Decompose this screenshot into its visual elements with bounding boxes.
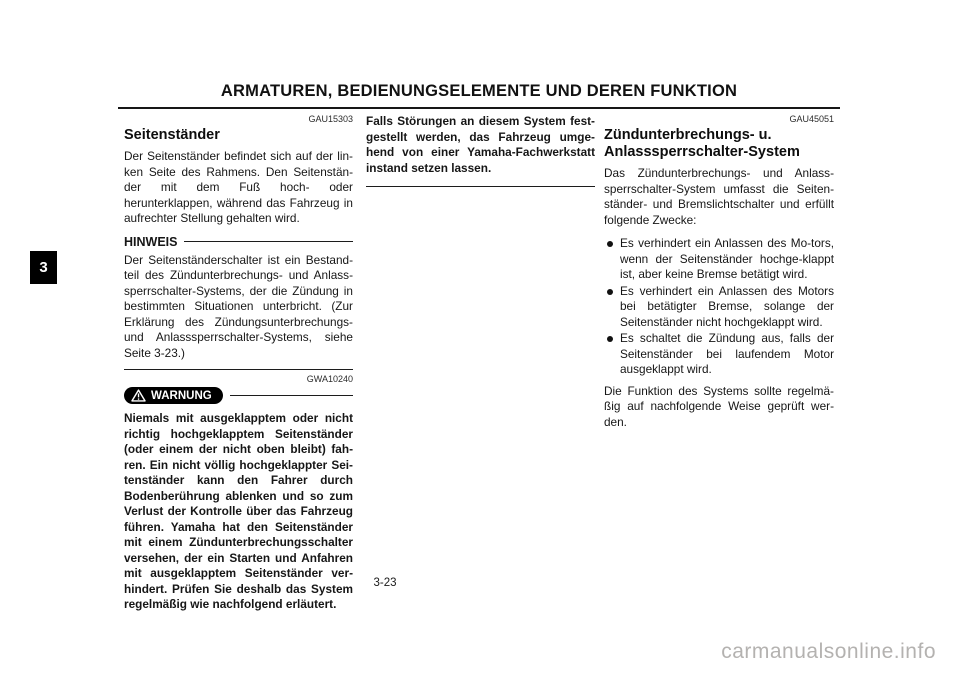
bullet-text: Es schaltet die Zündung aus, falls der Seitenständer bei laufendem Motor ausgeklappt wird. xyxy=(620,331,834,376)
paragraph-system-intro: Das Zündunterbrechungs- und Anlass-sperrschalter-System umfasst die Seiten-ständer- und Bremslichtschalter und erfüllt folgende Zwecke: xyxy=(604,166,834,227)
warning-paragraph: Niemals mit ausgeklapptem oder nicht richtig hochgeklapptem Seitenständer (oder einem der nicht oben bleibt) fah-ren. Ein nicht völlig hochgeklappter Sei-tenständer kann den Fahrer durch Bodenberührung ablenken und so zum Verlust der Kontrolle über das Fahrzeug führen. Yamaha hat den Seitenständer mit einem Zündunterbrechungsschalter versehen, der ein Starten und Anfahren mit ausgeklapptem Seitenständer ver-hindert. Prüfen Sie deshalb das System regelmäßig wie nachfolgend erläutert. xyxy=(124,411,353,611)
chapter-tab: 3 xyxy=(30,251,57,284)
hinweis-end-rule xyxy=(124,369,353,370)
hinweis-header xyxy=(124,235,353,249)
bullet-icon xyxy=(607,289,613,295)
paragraph-system-check: Die Funktion des Systems sollte regelmä-ßig auf nachfolgende Weise geprüft wer-den. xyxy=(604,383,834,429)
watermark: carmanualsonline.info xyxy=(721,640,936,663)
hinweis-paragraph: Der Seitenständerschalter ist ein Bestand-teil des Zündunterbrechungs- und Anlass-sperrschalter-Systems, der die Zündung in bestimmten Situationen unterbricht. (Zur Erklärung des Zündungsunterbrechungs- und Anlasssperrschalter-Systems, siehe Seite 3-23.) xyxy=(124,252,353,360)
section-heading-anlasssperrschalter: Zündunterbrechungs- u. Anlasssperrschalter-System xyxy=(604,127,800,160)
section-code-gau45051: GAU45051 xyxy=(789,114,834,124)
warning-header xyxy=(124,387,353,404)
list-item xyxy=(604,236,834,283)
warning-triangle-icon xyxy=(131,389,146,402)
bullet-list xyxy=(604,236,834,378)
column-middle xyxy=(366,114,595,191)
hinweis-label: HINWEIS xyxy=(124,234,178,249)
warning-badge xyxy=(124,387,223,404)
list-item xyxy=(604,331,834,378)
column-left xyxy=(124,114,353,621)
hinweis-rule xyxy=(184,241,353,242)
bullet-icon xyxy=(607,336,613,342)
section-heading-seitenstaender: Seitenständer xyxy=(124,127,220,143)
warning-end-rule xyxy=(366,186,595,187)
column-right xyxy=(604,114,834,438)
page-number: 3-23 xyxy=(373,577,397,589)
page-title: ARMATUREN, BEDIENUNGSELEMENTE UND DEREN FUNKTION xyxy=(220,82,738,100)
bullet-text: Es verhindert ein Anlassen des Motors bei betätigter Bremse, solange der Seitenständer nicht hochgeklappt wird. xyxy=(620,283,834,329)
section-code-gau15303: GAU15303 xyxy=(308,114,353,124)
warning-rule xyxy=(230,395,353,396)
warning-code-gwa10240: GWA10240 xyxy=(306,374,353,384)
header-rule xyxy=(118,107,840,109)
bullet-text: Es verhindert ein Anlassen des Mo-tors, wenn der Seitenständer hochge-klappt ist, aber keine Bremse betätigt wird. xyxy=(620,236,834,281)
list-item xyxy=(604,284,834,331)
bullet-icon xyxy=(607,241,613,247)
paragraph-seitenstaender: Der Seitenständer befindet sich auf der lin-ken Seite des Rahmens. Den Seitenstän-der mit dem Fuß hoch- oder herunterklappen, während das Fahrzeug in aufrechter Stellung gehalten wird. xyxy=(124,149,353,225)
warning-label: WARNUNG xyxy=(151,389,212,402)
warning-continuation-paragraph: Falls Störungen an diesem System fest-gestellt werden, das Fahrzeug umge-hend von einer Yamaha-Fachwerkstatt instand setzen lassen. xyxy=(366,114,595,175)
